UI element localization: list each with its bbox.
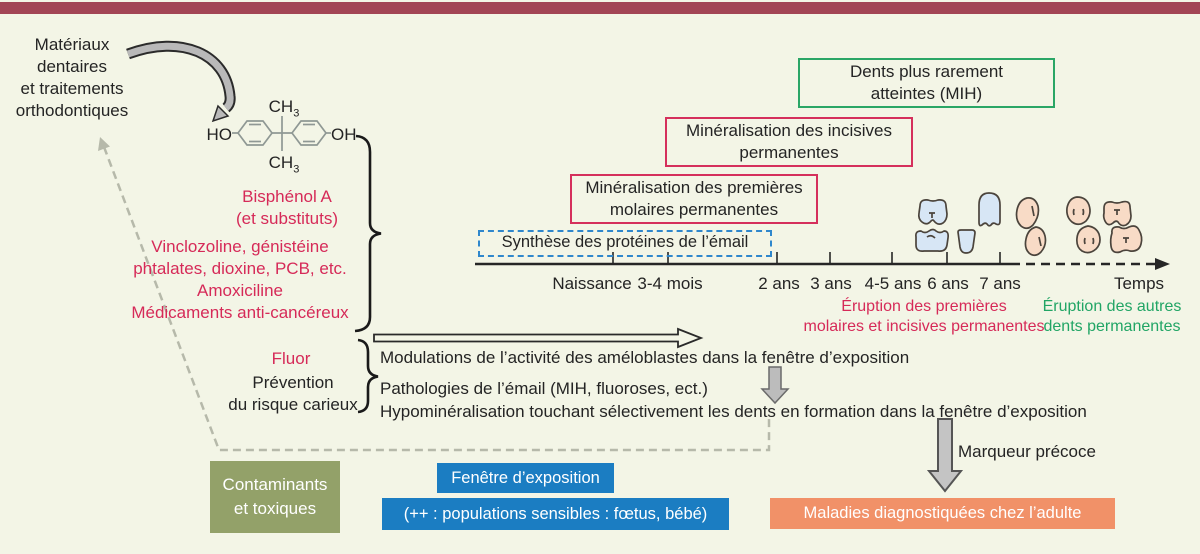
curved-arrow-icon xyxy=(128,46,230,121)
axis-temps-label: Temps xyxy=(1113,274,1165,293)
prevention-label: Prévention du risque carieux xyxy=(228,373,358,414)
pathologies-label: Pathologies de l’émail (MIH, fluoroses, ect.) xyxy=(380,379,708,398)
tooth-icons-blue xyxy=(916,193,1000,253)
box-mineralisation-molaires: Minéralisation des premières molaires permanentes xyxy=(570,174,818,224)
box-synthese-email: Synthèse des protéines de l’émail xyxy=(478,230,772,257)
chem-ch3-top-label: $CH_3$ xyxy=(268,97,300,120)
eruption-other-label: Éruption des autres dents permanentes xyxy=(1042,298,1182,335)
tick-6-ans: 6 ans xyxy=(927,274,969,293)
materials-label: Matériaux dentaires et traitements orthodontiques xyxy=(15,35,129,120)
eruption-first-label: Éruption des premières molaires et incisives permanentes xyxy=(803,298,1045,335)
down-arrow-icon xyxy=(762,367,788,403)
tick-3-4-mois: 3-4 mois xyxy=(637,274,703,293)
right-arrow-icon xyxy=(374,329,701,347)
box-mineralisation-incisives: Minéralisation des incisives permanentes xyxy=(665,117,913,167)
chem-ch3-bottom-label: $CH_3$ xyxy=(268,153,300,176)
down-arrow-icon xyxy=(929,419,961,491)
marqueur-precoce-label: Marqueur précoce xyxy=(958,442,1096,461)
chemicals-list: Vinclozoline, génistéine phtalates, dioxine, PCB, etc. Amoxiciline Médicaments anti-cancéreux xyxy=(131,237,349,322)
chem-oh-label: OH xyxy=(331,125,357,144)
fluor-label: Fluor xyxy=(271,349,311,368)
legend-fenetre-exposition: Fenêtre d’exposition xyxy=(437,463,614,493)
tooth-icons-pink xyxy=(1017,197,1142,255)
legend-contaminants: Contaminants et toxiques xyxy=(210,461,340,533)
legend-populations-sensibles: (++ : populations sensibles : fœtus, bébé) xyxy=(382,498,729,530)
hypomineralisation-label: Hypominéralisation touchant sélectivement les dents en formation dans la fenêtre d’exposition xyxy=(380,402,1087,421)
box-rarely-affected: Dents plus rarement atteintes (MIH) xyxy=(798,58,1055,108)
chem-ho-label: HO xyxy=(206,125,232,144)
tick-7-ans: 7 ans xyxy=(979,274,1021,293)
legend-maladies-adulte: Maladies diagnostiquées chez l’adulte xyxy=(770,498,1115,529)
tick-2-ans: 2 ans xyxy=(758,274,800,293)
brace-chemicals xyxy=(355,136,381,331)
tick-3-ans: 3 ans xyxy=(810,274,852,293)
bpa-label: Bisphénol A (et substituts) xyxy=(235,187,339,228)
tick-4-5-ans: 4-5 ans xyxy=(864,274,922,293)
modulations-label: Modulations de l’activité des améloblastes dans la fenêtre d’exposition xyxy=(380,348,910,367)
tick-naissance: Naissance xyxy=(552,274,632,293)
brace-fluor xyxy=(358,340,378,412)
